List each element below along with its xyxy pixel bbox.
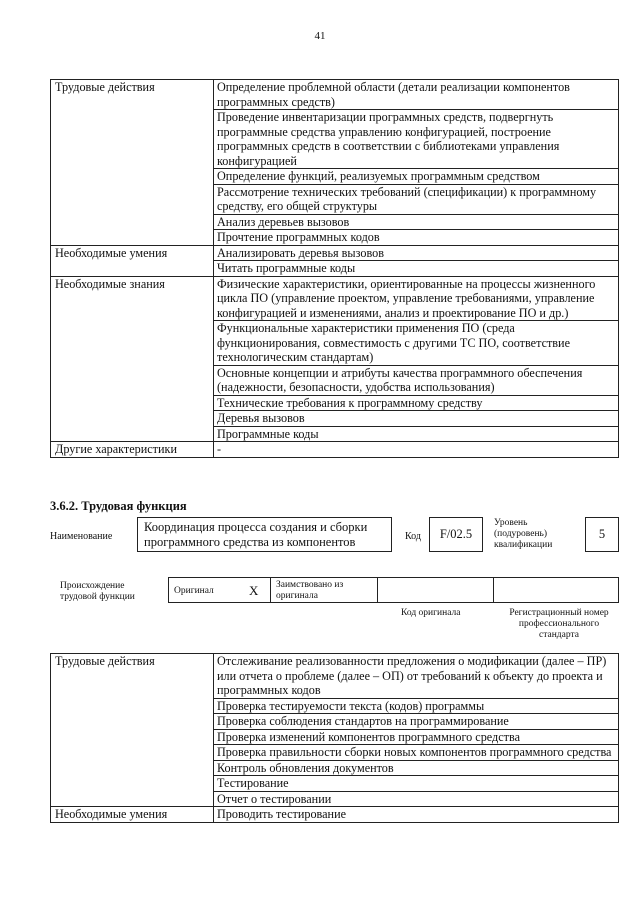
level-label: Уровень (подуровень) квалификации [494, 518, 553, 550]
table-cell: Проверка соблюдения стандартов на программирование [214, 714, 619, 730]
row-group-label: Трудовые действия [51, 654, 214, 807]
table-cell: Отслеживание реализованности предложения о модификации (далее – ПР) или отчета о проблеме (далее – ОП) от требований к объекту до проекта и программных кодов [214, 654, 619, 699]
table-cell: Определение проблемной области (детали реализации компонентов программных средств) [214, 80, 619, 110]
table-cell: Основные концепции и атрибуты качества программного обеспечения (надежности, безопасности, удобства использования) [214, 365, 619, 395]
table-cell: Физические характеристики, ориентированные на процессы жизненного цикла ПО (управление проектом, управление требованиями, управление конфигурацией и изменениями, анализ и проектирование ПО и др.) [214, 276, 619, 321]
level-value: 5 [598, 527, 606, 541]
table-cell: Функциональные характеристики применения ПО (среда функционирования, совместимость с другими ТС ПО, соответствие технологическим стандартам) [214, 321, 619, 366]
table-cell: Технические требования к программному средству [214, 395, 619, 411]
row-group-label: Необходимые умения [51, 245, 214, 276]
table-cell: Анализ деревьев вызовов [214, 214, 619, 230]
table-cell: Тестирование [214, 776, 619, 792]
table-cell: Читать программные коды [214, 261, 619, 277]
labor-function-table [50, 653, 619, 823]
level-box [585, 517, 619, 552]
reg-number-caption: Регистрационный номер профессионального стандарта [509, 608, 609, 640]
name-box [137, 517, 392, 552]
page-number: 41 [314, 30, 326, 42]
divider [270, 577, 271, 603]
table-cell: - [214, 442, 619, 458]
table-cell: Проверка тестируемости текста (кодов) программы [214, 698, 619, 714]
table-row [51, 442, 619, 458]
original-label: Оригинал [174, 586, 214, 596]
name-value: Координация процесса создания и сборки программного средства из компонентов [144, 520, 368, 549]
table-row [51, 80, 619, 110]
table-cell: Определение функций, реализуемых программным средством [214, 169, 619, 185]
origin-label: Происхождение трудовой функции [60, 581, 135, 602]
table-body [51, 654, 619, 823]
code-box [429, 517, 483, 552]
code-value: F/02.5 [439, 527, 473, 541]
row-group-label: Необходимые знания [51, 276, 214, 442]
table-cell: Отчет о тестировании [214, 791, 619, 807]
table-cell: Контроль обновления документов [214, 760, 619, 776]
table-body [51, 80, 619, 458]
row-group-label: Другие характеристики [51, 442, 214, 458]
origin-row [168, 577, 619, 603]
code-label: Код [405, 531, 421, 542]
row-group-label: Трудовые действия [51, 80, 214, 246]
table-cell: Прочтение программных кодов [214, 230, 619, 246]
table-cell: Проверка правильности сборки новых компонентов программного средства [214, 745, 619, 761]
requirements-table [50, 79, 619, 458]
row-group-label: Необходимые умения [51, 807, 214, 823]
table-row [51, 276, 619, 321]
code-original-caption: Код оригинала [401, 608, 461, 618]
name-label: Наименование [50, 531, 113, 542]
section-title: 3.6.2. Трудовая функция [50, 499, 187, 513]
borrowed-label: Заимствовано из оригинала [276, 580, 344, 601]
table-cell: Проводить тестирование [214, 807, 619, 823]
divider [493, 577, 494, 603]
table-cell: Деревья вызовов [214, 411, 619, 427]
table-cell: Рассмотрение технических требований (спецификации) к программному средству, его общей структуры [214, 184, 619, 214]
table-cell: Проведение инвентаризации программных средств, подвергнуть программные средства управлению конфигурацией, построение программных средств в соответствии с библиотеками управления конфигурацией [214, 110, 619, 169]
table-row [51, 654, 619, 699]
divider [377, 577, 378, 603]
table-cell: Проверка изменений компонентов программного средства [214, 729, 619, 745]
table-row [51, 807, 619, 823]
table-cell: Анализировать деревья вызовов [214, 245, 619, 261]
table-row [51, 245, 619, 261]
original-mark: X [249, 583, 259, 598]
table-cell: Программные коды [214, 426, 619, 442]
